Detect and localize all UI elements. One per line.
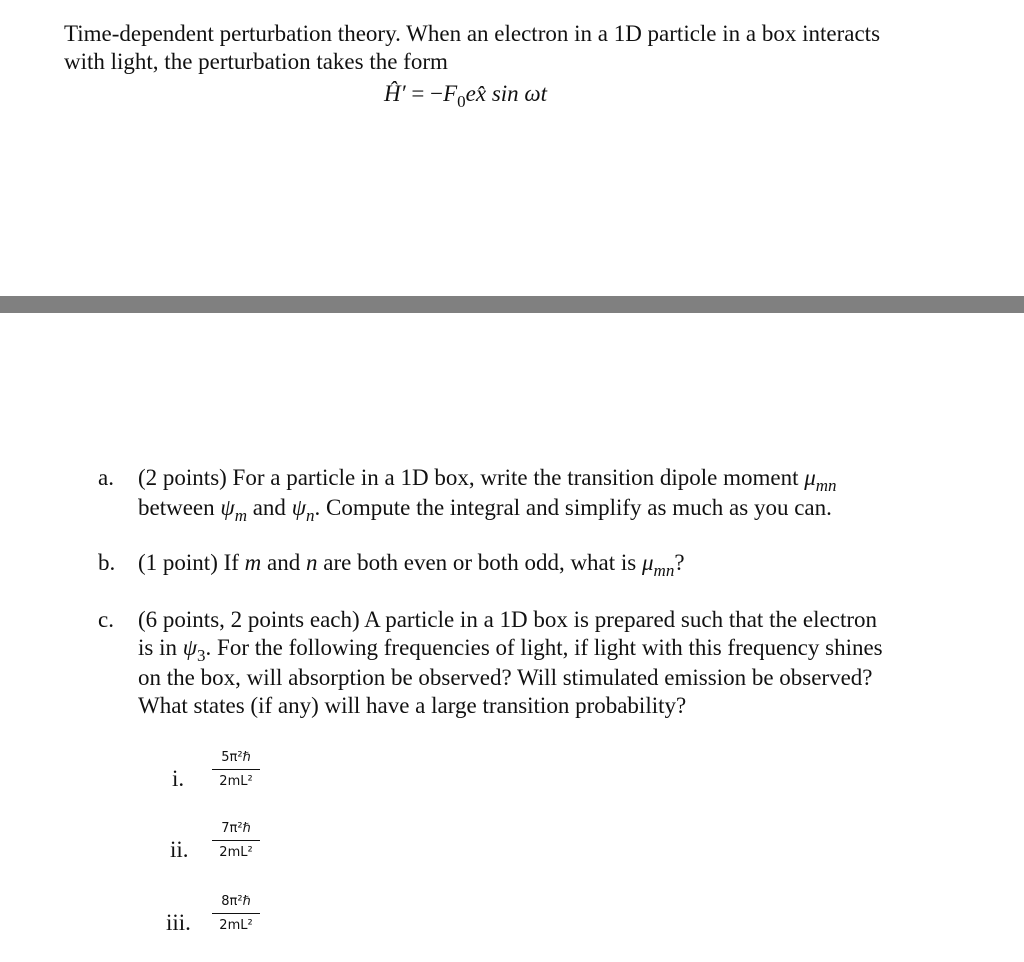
- question-b-text-4: ?: [674, 550, 685, 575]
- equation-f: F: [443, 81, 458, 106]
- question-c-line-3: on the box, will absorption be observed? Will stimulated emission be observed?: [138, 665, 873, 690]
- intro-paragraph: [64, 20, 964, 76]
- mu-symbol-b: μ: [642, 550, 654, 575]
- question-c: [98, 606, 958, 720]
- equation-lhs: Ĥ′: [384, 81, 406, 106]
- question-b-label: b.: [98, 550, 116, 575]
- psi-3-symbol: ψ: [182, 635, 198, 660]
- option-iii-label: iii.: [166, 910, 191, 935]
- question-a-and: and: [246, 495, 292, 520]
- question-c-line-4: What states (if any) will have a large transition probability?: [138, 693, 687, 718]
- equation-equals: = −: [405, 81, 444, 106]
- equation-f-sub: 0: [457, 92, 466, 111]
- equation-rest: ex̂ sin ωt: [465, 81, 548, 106]
- psi-m-symbol: ψ: [220, 495, 235, 520]
- question-a: [98, 464, 958, 524]
- option-ii-label: ii.: [170, 837, 189, 862]
- option-ii-denominator: 2mL²: [219, 845, 253, 860]
- psi-n-subscript: n: [305, 506, 315, 525]
- m-variable: m: [244, 550, 262, 575]
- psi-n-symbol: ψ: [291, 495, 306, 520]
- mu-symbol: μ: [804, 465, 816, 490]
- question-b: [98, 549, 958, 579]
- question-b-text-3: are both even or both odd, what is: [317, 550, 642, 575]
- option-i-numerator: 5π²ℏ: [212, 749, 260, 770]
- option-i-fraction: [212, 749, 260, 791]
- option-ii-fraction: [212, 820, 260, 862]
- option-iii-denominator: 2mL²: [219, 918, 253, 933]
- intro-line-2: with light, the perturbation takes the form: [64, 49, 448, 74]
- section-divider: [0, 296, 1024, 313]
- question-c-line-2a: is in: [138, 635, 183, 660]
- question-c-line-1: (6 points, 2 points each) A particle in a 1D box is prepared such that the electron: [138, 607, 877, 632]
- question-b-text-1: (1 point) If: [138, 550, 245, 575]
- intro-line-1: Time-dependent perturbation theory. When an electron in a 1D particle in a box interacts: [64, 21, 881, 46]
- mu-subscript-b: mn: [653, 561, 675, 580]
- question-a-label: a.: [98, 465, 114, 490]
- option-iii-fraction: [212, 893, 260, 935]
- question-c-label: c.: [98, 607, 114, 632]
- n-variable: n: [306, 550, 318, 575]
- mu-subscript: mn: [815, 476, 837, 495]
- option-i-denominator: 2mL²: [219, 774, 253, 789]
- question-b-text-2: and: [261, 550, 307, 575]
- psi-3-subscript: 3: [197, 646, 206, 665]
- option-i-label: i.: [172, 766, 185, 791]
- question-a-text-3: . Compute the integral and simplify as much as you can.: [314, 495, 832, 520]
- option-ii-numerator: 7π²ℏ: [212, 820, 260, 841]
- question-a-text-1: (2 points) For a particle in a 1D box, write the transition dipole moment: [138, 465, 805, 490]
- psi-m-subscript: m: [234, 506, 247, 525]
- perturbation-equation: [384, 80, 547, 110]
- question-a-text-2: between: [138, 495, 221, 520]
- question-c-line-2b: . For the following frequencies of light, if light with this frequency shines: [205, 635, 883, 660]
- option-iii-numerator: 8π²ℏ: [212, 893, 260, 914]
